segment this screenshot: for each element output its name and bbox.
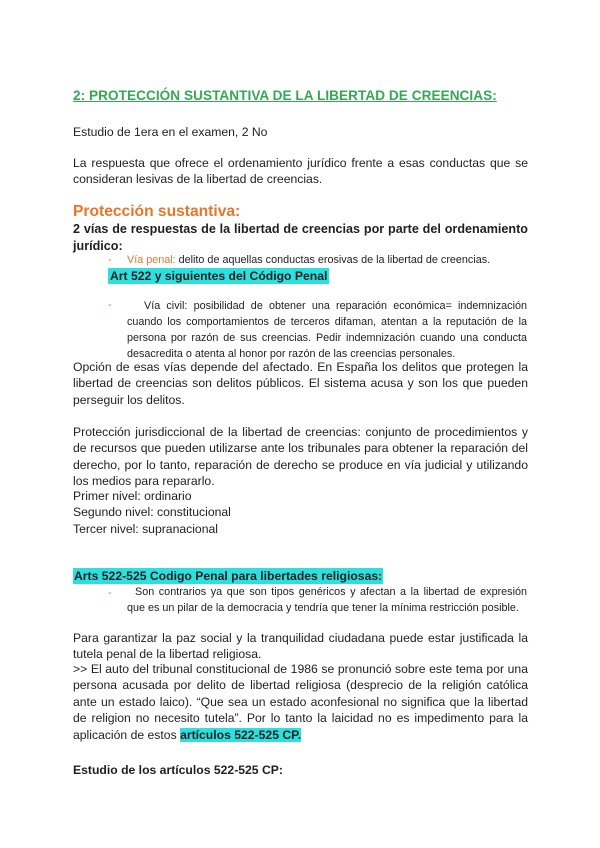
contrary-item: Son contrarios ya que son tipos genéricos y afectan a la libertad de expresión que es un pilar de la democracia y tendría que tener la mínima restricción posible. [127,586,527,614]
jurisdictional-paragraph: Protección jurisdiccional de la libertad de creencias: conjunto de procedimientos y de recursos que pueden utilizarse ante los tribunales para obtener la reparación del derecho, por lo tanto, reparación de derecho se produce en vía judicial y utilizando los medios para repararlo. [73,425,528,489]
via-penal-label: Vía penal: [127,254,176,266]
bullet-marker: - [108,299,112,311]
via-civil-item: Vía civil: posibilidad de obtener una reparación económica= indemnización cuando los comportamientos de terceros difaman, atentan a la reputación de la persona por razón de sus creencias. Pedir indemnización cuando una conducta desacredita o atenta al honor por razón de las creencias personales. [127,300,527,360]
art-522-highlight: Art 522 y siguientes del Código Penal [110,269,328,283]
arts-line [73,568,383,584]
option-paragraph: Opción de esas vías depende del afectado. En España los delitos que protegen la libertad de creencias son delitos públicos. El sistema acusa y son los que pueden perseguir los delitos. [73,360,528,407]
intro-paragraph: La respuesta que ofrece el ordenamiento jurídico frente a esas conductas que se consideran lesivas de la libertad de creencias. [73,156,528,187]
art-522-line [108,268,329,284]
via-penal-item [127,252,527,268]
level-item: Segundo nivel: constitucional [73,505,231,520]
bullet-marker: - [108,254,112,266]
bullet-marker: - [108,587,112,599]
protection-heading: Protección sustantiva: [73,203,241,220]
auto-text: >> El auto del tribunal constitucional de 1986 se pronunció sobre este tema por una persona acusada por delito de libertad religiosa (desprecio de la religión católica ante un estado laico). “Que sea un estado aconfesional no significa que la libertad de religion no necesito tutela”. Por lo tanto la laicidad no es impedimento para la aplicación de estos [73,662,528,742]
study-heading: Estudio de los artículos 522-525 CP: [73,763,283,777]
two-ways-heading: 2 vías de respuestas de la libertad de creencias por parte del ordenamiento jurídico: [73,222,528,253]
level-item: Primer nivel: ordinario [73,489,192,503]
auto-highlight: artículos 522-525 CP. [180,727,302,742]
via-penal-text: delito de aquellas conductas erosivas de la libertad de creencias. [178,254,491,266]
auto-paragraph [73,661,528,743]
peace-paragraph: Para garantizar la paz social y la tranquilidad ciudadana puede estar justificada la tutela penal de la libertad religiosa. [73,631,528,662]
exam-note: Estudio de 1era en el examen, 2 No [73,125,268,139]
levels-list [73,488,528,537]
level-item: Tercer nivel: supranacional [73,521,218,536]
section-title: 2: PROTECCIÓN SUSTANTIVA DE LA LIBERTAD DE CREENCIAS: [73,88,497,103]
arts-highlight: Arts 522-525 Codigo Penal para libertades religiosas: [74,569,383,583]
